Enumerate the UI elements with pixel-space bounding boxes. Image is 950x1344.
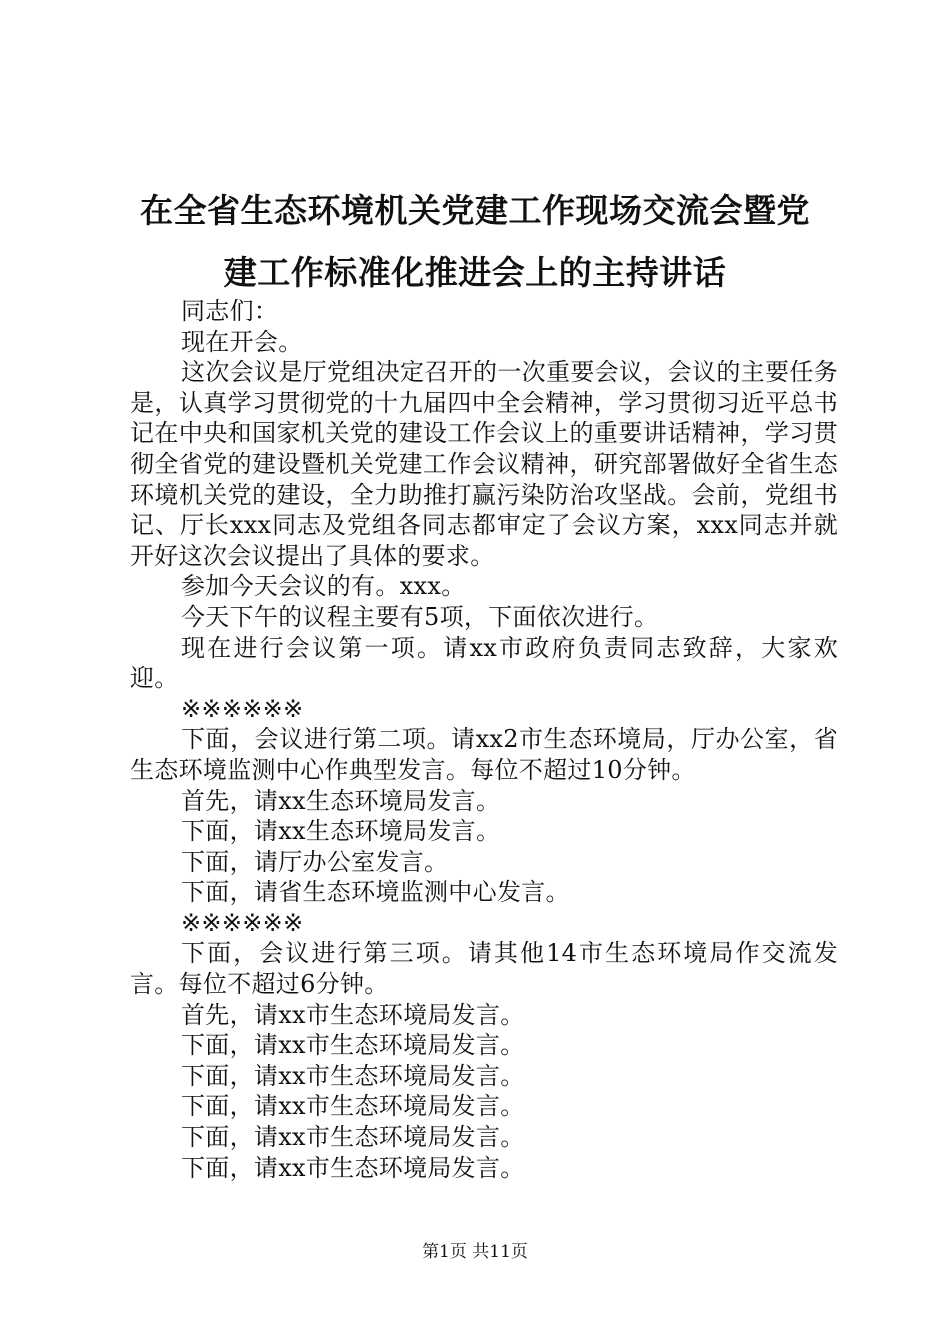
paragraph-agenda: 今天下午的议程主要有5项，下面依次进行。 — [181, 602, 659, 631]
title-line-1: 在全省生态环境机关党建工作现场交流会暨党 — [140, 191, 810, 230]
paragraph-speaker: 首先，请xx市生态环境局发言。 — [181, 1000, 525, 1029]
paragraph-opening: 现在开会。 — [181, 327, 303, 356]
page-footer: 第1页 共11页 — [422, 1242, 528, 1262]
paragraph-meeting-purpose: 这次会议是厅党组决定召开的一次重要会议，会议的主要任务是，认真学习贯彻党的十九届四中全会精神，学习贯彻习近平总书记在中央和国家机关党的建设工作会议上的重要讲话精神，学习贯彻全省党的建设暨机关党建工作会议精神，研究部署做好全省生态环境机关党的建设，全力助推打赢污染防治攻坚战。会前，党组书记、厅长xxx同志及党组各同志都审定了会议方案，xxx同志并就开好这次会议提出了具体的要求。 — [130, 358, 838, 570]
paragraph-item-two: 下面，会议进行第二项。请xx2市生态环境局，厅办公室，省生态环境监测中心作典型发言。每位不超过10分钟。 — [130, 725, 838, 784]
paragraph-speaker: 下面，请厅办公室发言。 — [181, 847, 449, 876]
paragraph-speaker: 首先，请xx生态环境局发言。 — [181, 786, 501, 815]
paragraph-speaker: 下面，请xx市生态环境局发言。 — [181, 1123, 525, 1152]
paragraph-speaker: 下面，请xx生态环境局发言。 — [181, 817, 501, 846]
paragraph-item-three: 下面，会议进行第三项。请其他14市生态环境局作交流发言。每位不超过6分钟。 — [130, 939, 838, 999]
title-line-2: 建工作标准化推进会上的主持讲话 — [223, 253, 727, 292]
paragraph-separator: ※※※※※※ — [181, 694, 304, 723]
paragraph-speaker: 下面，请xx市生态环境局发言。 — [181, 1061, 525, 1090]
paragraph-speaker: 下面，请xx市生态环境局发言。 — [181, 1031, 525, 1060]
paragraph-item-one: 现在进行会议第一项。请xx市政府负责同志致辞，大家欢迎。 — [130, 633, 838, 693]
paragraph-greeting: 同志们： — [181, 297, 279, 325]
paragraph-speaker: 下面，请xx市生态环境局发言。 — [181, 1092, 525, 1121]
paragraph-speaker: 下面，请省生态环境监测中心发言。 — [181, 878, 570, 907]
paragraph-speaker: 下面，请xx市生态环境局发言。 — [181, 1153, 525, 1182]
document-title — [100, 180, 850, 304]
document-body — [130, 296, 838, 1183]
paragraph-separator: ※※※※※※ — [181, 908, 304, 937]
paragraph-attendees: 参加今天会议的有。xxx。 — [181, 572, 466, 601]
